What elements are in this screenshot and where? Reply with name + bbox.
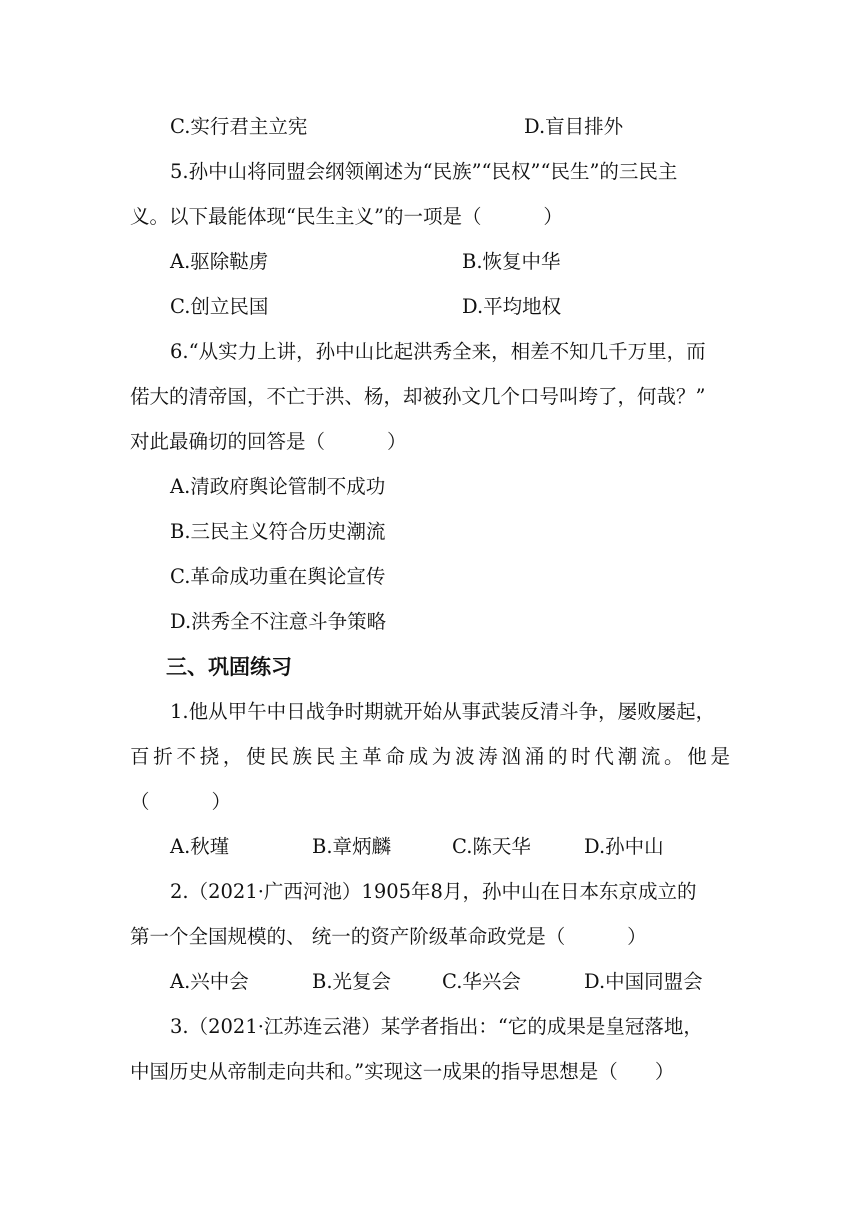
p1-stem-line1: 1.他从甲午中日战争时期就开始从事武装反清斗争，屡败屡起， <box>170 700 716 723</box>
q4-option-d: D.盲目排外 <box>524 115 624 138</box>
q5-option-a: A.驱除鞑虏 <box>170 250 269 273</box>
p1-option-a: A.秋瑾 <box>170 835 230 858</box>
q5-stem-line1: 5.孙中山将同盟会纲领阐述为“民族”“民权”“民生”的三民主 <box>170 160 678 183</box>
p2-stem-line2: 第一个全国规模的、 统一的资产阶级革命政党是（ ） <box>130 925 647 948</box>
p1-option-b: B.章炳麟 <box>312 835 392 858</box>
p2-option-c: C.华兴会 <box>442 970 521 993</box>
p1-option-d: D.孙中山 <box>584 835 664 858</box>
p2-stem-line1: 2.（2021·广西河池）1905年8月，孙中山在日本东京成立的 <box>170 880 697 903</box>
q4-option-c: C.实行君主立宪 <box>170 115 308 138</box>
p1-answer-blank: （ ） <box>130 790 231 813</box>
p3-stem-line1: 3.（2021·江苏连云港）某学者指出：“它的成果是皇冠落地， <box>170 1015 703 1038</box>
q5-option-d: D.平均地权 <box>462 295 562 318</box>
q6-option-c: C.革命成功重在舆论宣传 <box>170 565 386 588</box>
p2-option-b: B.光复会 <box>312 970 392 993</box>
q6-stem-line1: 6.“从实力上讲，孙中山比起洪秀全来，相差不知几千万里，而 <box>170 340 706 363</box>
p1-option-c: C.陈天华 <box>452 835 531 858</box>
q6-option-b: B.三民主义符合历史潮流 <box>170 520 386 543</box>
q6-stem-line3: 对此最确切的回答是（ ） <box>130 430 407 453</box>
section-heading: 三、巩固练习 <box>166 655 292 679</box>
p2-option-d: D.中国同盟会 <box>584 970 703 993</box>
p1-stem-line2: 百折不挠，使民族民主革命成为波涛汹涌的时代潮流。他是 <box>130 745 730 768</box>
q6-option-d: D.洪秀全不注意斗争策略 <box>170 610 387 633</box>
q5-option-c: C.创立民国 <box>170 295 269 318</box>
q6-option-a: A.清政府舆论管制不成功 <box>170 475 386 498</box>
q6-stem-line2: 偌大的清帝国，不亡于洪、杨，却被孙文几个口号叫垮了，何哉？” <box>130 385 706 408</box>
q5-option-b: B.恢复中华 <box>462 250 561 273</box>
q5-stem-line2: 义。以下最能体现“民生主义”的一项是（ ） <box>130 205 563 228</box>
p2-option-a: A.兴中会 <box>170 970 249 993</box>
p3-stem-line2: 中国历史从帝制走向共和。”实现这一成果的指导思想是（ ） <box>130 1060 675 1083</box>
